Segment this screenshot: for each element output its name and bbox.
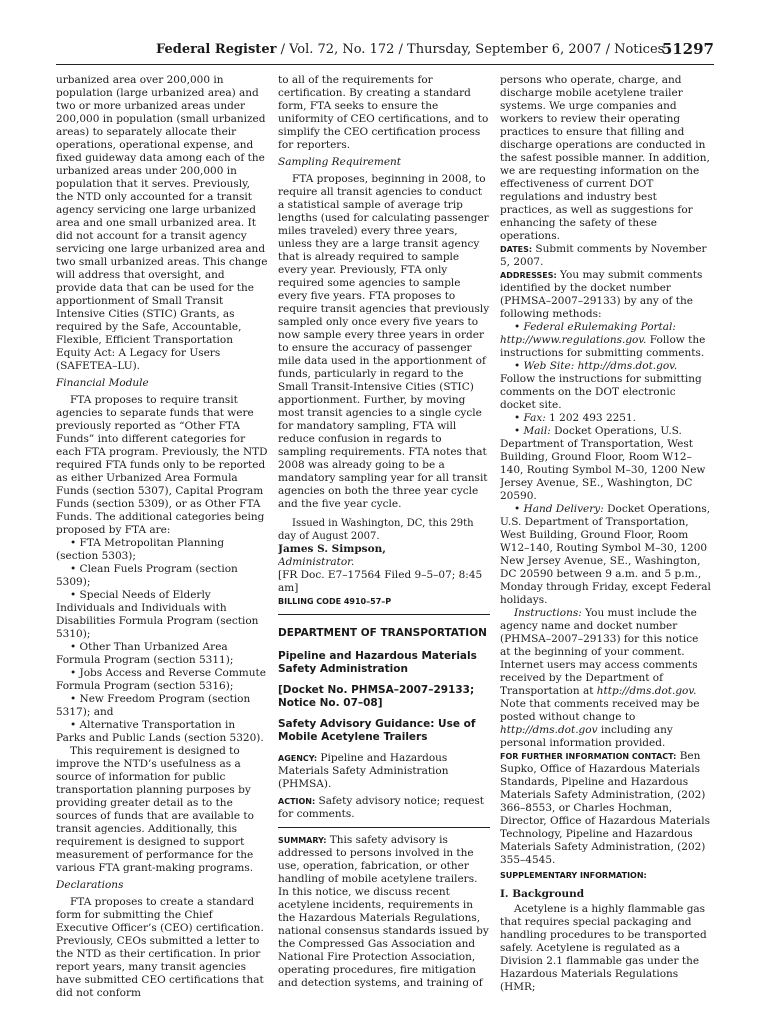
instructions-label: Instructions: bbox=[514, 607, 582, 619]
header-citation bbox=[156, 41, 664, 59]
signer-name: James S. Simpson, bbox=[278, 543, 386, 555]
docket-link[interactable]: http://dms.dot.gov. bbox=[596, 685, 697, 697]
field-text: Safety advisory notice; request for comments. bbox=[278, 795, 485, 820]
page-number: 51297 bbox=[661, 40, 714, 58]
header-rule bbox=[56, 64, 714, 65]
bullet-text: Jobs Access and Reverse Commute Formula Program (section 5316); bbox=[56, 667, 266, 692]
bullet-item: • Special Needs of Elderly Individuals and Individuals with Disabilities Formula Program (section 5310); bbox=[56, 589, 259, 640]
bullet-item: • Fax: 1 202 493 2251. bbox=[514, 412, 637, 424]
issued-statement: Issued in Washington, DC, this 29th day of August 2007. bbox=[278, 518, 474, 542]
agency-heading: Pipeline and Hazardous Materials Safety Administration bbox=[278, 650, 477, 675]
paragraph: This requirement is designed to improve the NTD’s usefulness as a source of information for public transportation planning purposes by providing greater detail as to the sources of funds that are available to transit agencies. Additionally, this requirement is designed to support measurement of performance for the various FTA grant-making programs. bbox=[56, 745, 254, 874]
instructions-text: Note that comments received may be posted without change to bbox=[500, 698, 700, 723]
field-text: Ben Supko, Office of Hazardous Materials Standards, Pipeline and Hazardous Materials Safety Administration, (202) 366–8553, or Charles Hochman, Director, Office of Hazardous Materials Technology, Pipeline and Hazardous Materials Safety Administration, (202) 355–4545. bbox=[500, 750, 710, 866]
bullet-text: Follow the instructions for submitting comments. bbox=[500, 334, 706, 359]
section-divider bbox=[278, 827, 490, 828]
bullet-text: Follow the instructions for submitting comments on the DOT electronic docket site. bbox=[500, 373, 702, 411]
bullet-item: • New Freedom Program (section 5317); and bbox=[56, 693, 251, 718]
bullet-text: 1 202 493 2251. bbox=[545, 412, 637, 424]
paragraph: urbanized area over 200,000 in population (large urbanized area) and two or more urbanized areas under 200,000 in population (small urbanized areas) to separately allocate their operations, operational expense, and fixed guideway data among each of the urbanized areas under 200,000 in population that it serves. Previously, the NTD only accounted for a transit agency servicing one large urbanized area and one small urbanized area. It did not account for a transit agency servicing one large urbanized area and two small urbanized areas. This change will address that oversight, and provide data that can be used for the apportionment of Small Transit Intensive Cities (STIC) Grants, as required by the Safe, Accountable, Flexible, Efficient Transportation Equity Act: A Legacy for Users (SAFETEA–LU). bbox=[56, 74, 268, 372]
page-header bbox=[56, 40, 714, 60]
bullet-text: Special Needs of Elderly Individuals and Individuals with Disabilities Formula Program (section 5310); bbox=[56, 589, 259, 640]
action-field bbox=[278, 795, 490, 821]
paragraph: FTA proposes, beginning in 2008, to require all transit agencies to conduct a statistical sample of average trip lengths (used for calculating passenger miles traveled) every three years, unless they are a large transit agency that is already required to sample every year. Previously, FTA only required some agencies to sample every five years. FTA proposes to require transit agencies that previously sampled only once every five years to now sample every three years in order to ensure the accuracy of passenger mile data used in the apportionment of funds, particularly in regard to the Small Transit-Intensive Cities (STIC) apportionment. Further, by moving most transit agencies to a single cycle for mandatory sampling, FTA will reduce confusion in regards to sampling requirements. FTA notes that 2008 was already going to be a mandatory sampling year for all transit agencies on both the three year cycle and the five year cycle. bbox=[278, 173, 490, 510]
column-2 bbox=[278, 74, 490, 1018]
bullet-item: • Clean Fuels Program (section 5309); bbox=[56, 563, 238, 588]
bullet-item: • Jobs Access and Reverse Commute Formula Program (section 5316); bbox=[56, 667, 266, 692]
dates-field bbox=[500, 243, 712, 269]
field-label: DATES: bbox=[500, 245, 533, 254]
department-heading: DEPARTMENT OF TRANSPORTATION bbox=[278, 627, 487, 639]
bullet-item: • Web Site: http://dms.dot.gov. Follow the instructions for submitting comments on the DOT electronic docket site. bbox=[500, 360, 702, 411]
bullet-text: New Freedom Program (section 5317); and bbox=[56, 693, 251, 718]
fr-doc-line: [FR Doc. E7–17564 Filed 9–5–07; 8:45 am] bbox=[278, 569, 483, 594]
section-heading-financial-module: Financial Module bbox=[56, 377, 149, 389]
notice-title: Safety Advisory Guidance: Use of Mobile Acetylene Trailers bbox=[278, 718, 476, 743]
signer-title: Administrator. bbox=[278, 556, 355, 568]
section-heading-declarations: Declarations bbox=[56, 879, 124, 891]
field-text: Pipeline and Hazardous Materials Safety Administration (PHMSA). bbox=[278, 752, 449, 790]
background-heading: I. Background bbox=[500, 888, 585, 900]
journal-name: Federal Register bbox=[156, 42, 277, 57]
bullet-text: Clean Fuels Program (section 5309); bbox=[56, 563, 238, 588]
column-3 bbox=[500, 74, 712, 1018]
instructions-text: You must include the agency name and docket number (PHMSA–2007–29133) for this notice at the beginning of your comment. Internet users may access comments received by the Department of Transportation at bbox=[500, 607, 699, 697]
contact-field bbox=[500, 750, 712, 867]
field-label: AGENCY: bbox=[278, 754, 318, 763]
bullet-text: Docket Operations, U.S. Department of Transportation, West Building, Ground Floor, Room W12–140, Routing Symbol M–30, 1200 New Jersey Avenue, SE., Washington, DC 20590 between 9 a.m. and 5 p.m., Monday through Friday, except Federal holidays. bbox=[500, 503, 711, 606]
bullet-text: Docket Operations, U.S. Department of Transportation, West Building, Ground Floor, Room W12–140, Routing Symbol M–30, 1200 New Jersey Avenue, SE., Washington, DC 20590. bbox=[500, 425, 706, 502]
bullet-text: Alternative Transportation in Parks and Public Lands (section 5320). bbox=[56, 719, 264, 744]
bullet-label: Federal eRulemaking Portal: http://www.regulations.gov. bbox=[500, 321, 676, 346]
bullet-text: Other Than Urbanized Area Formula Program (section 5311); bbox=[56, 641, 234, 666]
bullet-item: • Hand Delivery: Docket Operations, U.S. Department of Transportation, West Building, Ground Floor, Room W12–140, Routing Symbol M–30, 1200 New Jersey Avenue, SE., Washington, DC 20590 between 9 a.m. and 5 p.m., Monday through Friday, except Federal holidays. bbox=[500, 503, 711, 606]
paragraph: persons who operate, charge, and discharge mobile acetylene trailer systems. We urge companies and workers to review their operating practices to ensure that filling and discharge operations are conducted in the safest possible manner. In addition, we are requesting information on the effectiveness of current DOT regulations and industry best practices, as well as suggestions for enhancing the safety of these operations. bbox=[500, 74, 710, 242]
bullet-item: • FTA Metropolitan Planning (section 5303); bbox=[56, 537, 225, 562]
bullet-text: FTA Metropolitan Planning (section 5303); bbox=[56, 537, 225, 562]
paragraph: Acetylene is a highly flammable gas that requires special packaging and handling procedures to be transported safely. Acetylene is regulated as a Division 2.1 flammable gas under the Hazardous Materials Regulations (HMR; bbox=[500, 903, 707, 993]
bullet-label: Hand Delivery: bbox=[523, 503, 604, 515]
billing-code: BILLING CODE 4910–57–P bbox=[278, 597, 392, 606]
bullet-label: Web Site: http://dms.dot.gov. bbox=[523, 360, 678, 372]
paragraph: to all of the requirements for certification. By creating a standard form, FTA seeks to ensure the uniformity of CEO certifications, and to simplify the CEO certification process for reporters. bbox=[278, 74, 489, 151]
field-text: You may submit comments identified by the docket number (PHMSA–2007–29133) by any of the following methods: bbox=[500, 269, 703, 320]
supplementary-label: SUPPLEMENTARY INFORMATION: bbox=[500, 871, 647, 880]
field-label: SUMMARY: bbox=[278, 836, 327, 845]
paragraph: FTA proposes to create a standard form for submitting the Chief Executive Officer’s (CEO) certification. Previously, CEOs submitted a letter to the NTD as their certification. In prior report years, many transit agencies have submitted CEO certifications that did not conform bbox=[56, 896, 264, 999]
column-1 bbox=[56, 74, 268, 1018]
field-label: ADDRESSES: bbox=[500, 271, 557, 280]
field-label: ACTION: bbox=[278, 797, 316, 806]
field-text: This safety advisory is addressed to persons involved in the use, operation, fabrication, or other handling of mobile acetylene trailers. In this notice, we discuss recent acetylene incidents, requirements in the Hazardous Materials Regulations, national consensus standards issued by the Compressed Gas Association and National Fire Protection Association, operating procedures, fire mitigation and detection systems, and training of bbox=[278, 834, 489, 989]
bullet-item: • Other Than Urbanized Area Formula Program (section 5311); bbox=[56, 641, 234, 666]
field-label: FOR FURTHER INFORMATION CONTACT: bbox=[500, 752, 677, 761]
docket-link[interactable]: http://dms.dot.gov bbox=[500, 724, 598, 736]
agency-field bbox=[278, 752, 490, 791]
bullet-label: Fax: bbox=[523, 412, 546, 424]
bullet-item: • Alternative Transportation in Parks and Public Lands (section 5320). bbox=[56, 719, 264, 744]
section-heading-sampling: Sampling Requirement bbox=[278, 156, 402, 168]
instructions-paragraph bbox=[500, 607, 712, 750]
issue-info: / Vol. 72, No. 172 / Thursday, September 6, 2007 / Notices bbox=[276, 42, 665, 57]
bullet-item: • Federal eRulemaking Portal: http://www.regulations.gov. Follow the instructions for submitting comments. bbox=[500, 321, 706, 359]
paragraph: FTA proposes to require transit agencies to separate funds that were previously reported as “Other FTA Funds” into different categories for each FTA program. Previously, the NTD required FTA funds only to be reported as either Urbanized Area Formula Funds (section 5307), Capital Program Funds (section 5309), or as Other FTA Funds. The additional categories being proposed by FTA are: bbox=[56, 394, 268, 536]
docket-number: [Docket No. PHMSA–2007–29133; Notice No. 07–08] bbox=[278, 684, 475, 709]
addresses-field bbox=[500, 269, 712, 321]
bullet-label: Mail: bbox=[523, 425, 551, 437]
bullet-item: • Mail: Docket Operations, U.S. Department of Transportation, West Building, Ground Floor, Room W12–140, Routing Symbol M–30, 1200 New Jersey Avenue, SE., Washington, DC 20590. bbox=[500, 425, 706, 502]
instructions-text: including any personal information provided. bbox=[500, 724, 673, 749]
field-text: Submit comments by November 5, 2007. bbox=[500, 243, 707, 268]
section-divider bbox=[278, 614, 490, 615]
summary-field bbox=[278, 834, 490, 990]
